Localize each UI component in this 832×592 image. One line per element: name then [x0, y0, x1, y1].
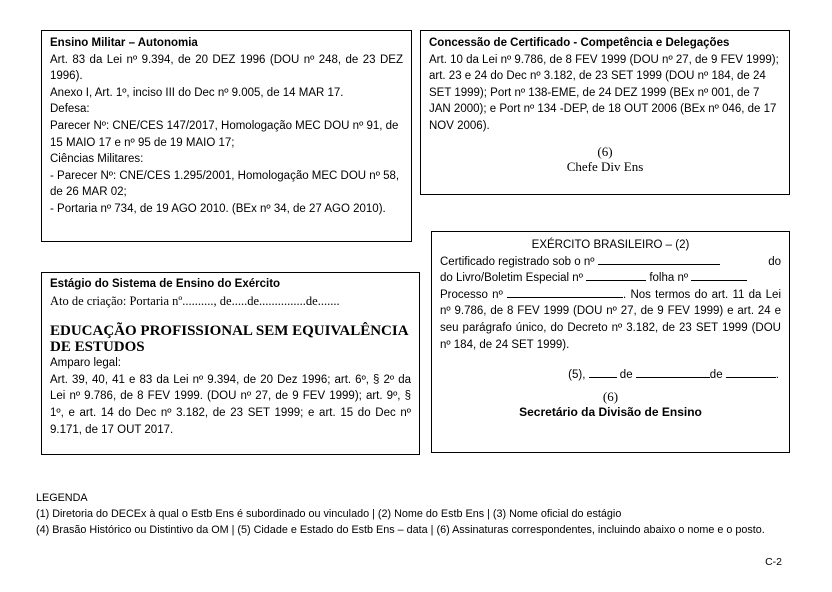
blank-month — [636, 367, 710, 378]
text-line: Art. 83 da Lei nº 9.394, de 20 DEZ 1996 (DOU nº 248, de 23 DEZ 1996). — [50, 53, 403, 83]
text-span: folha nº — [649, 272, 689, 285]
box-concessao-certificado — [420, 30, 790, 195]
legal-text: Art. 10 da Lei nº 9.786, de 8 FEV 1999 (DOU nº 27, de 9 FEV 1999); art. 23 e 24 do Dec nº 3.182, de 23 SET 1999 (DOU nº 184, de 24 SET 1999); Port nº 138-EME, de 24 DEZ 1999 (BEx nº 001, de 7 JAN 2000); e Port nº 134 -DEP, de 18 OUT 2006 (BEx nº 046, de 17 NOV 2006). — [429, 53, 779, 132]
blank-page-number — [691, 270, 747, 281]
blank-year — [726, 367, 776, 378]
text-span: . Nos termos do art. 11 da Lei nº 9.786, de 8 FEV 1999 (DOU nº 27, de 9 FEV 1999) e art. 24 e seu parágrafo único, do Decreto nº 3.182, de 23 SET 1999 (DOU nº 184, de 24 SET 1999). — [440, 288, 781, 351]
text-line: - Parecer Nº: CNE/CES 1.295/2001, Homologação MEC DOU nº 58, de 26 MAR 02; — [50, 169, 400, 199]
text-line: Defesa: — [50, 103, 90, 116]
blank-registration-number — [598, 254, 720, 265]
box-estagio — [41, 272, 420, 455]
text-line: - Portaria nº 734, de 19 AGO 2010. (BEx nº 34, de 27 AGO 2010). — [50, 202, 386, 215]
text-span: de — [619, 369, 633, 382]
box-title: Concessão de Certificado - Competência e Delegações — [429, 37, 730, 49]
blank-day — [589, 367, 617, 378]
text-span: Processo nº — [440, 288, 503, 301]
text-span: do Livro/Boletim Especial nº — [440, 272, 583, 285]
box-title: Estágio do Sistema de Ensino do Exército — [50, 278, 281, 290]
support-text: Art. 39, 40, 41 e 83 da Lei nº 9.394, de 20 Dez 1996; art. 6º, § 2º da Lei nº 9.786, de 8 FEV 1999. (DOU nº 27, de 9 FEV 1999); art. 9º, § 1º, e art. 14 do Dec nº 3.182, de 23 SET 1999; e art. 15 do Dec nº 9.171, de 17 OUT 2017. — [50, 373, 411, 436]
signature-marker: (6) — [597, 143, 613, 159]
signature-label: Chefe Div Ens — [566, 158, 644, 174]
signature-label: Secretário da Divisão de Ensino — [519, 404, 702, 419]
text-line: Anexo I, Art. 1º, inciso III do Dec nº 9.005, de 14 MAR 17. — [50, 86, 344, 99]
blank-process-number — [507, 287, 623, 298]
date-marker: (5), — [568, 369, 586, 382]
support-label: Amparo legal: — [50, 357, 121, 370]
text-line: Parecer Nº: CNE/CES 147/2017, Homologação MEC DOU nº 91, de 15 MAIO 17 e nº 95 de 19 MAIO 17; — [50, 119, 399, 149]
box-ensino-militar — [41, 30, 412, 242]
date-line: (5), de de . — [568, 369, 779, 382]
creation-act: Ato de criação: Portaria nº.........., de.....de...............de....... — [50, 293, 340, 308]
page-number: C-2 — [765, 556, 782, 568]
legend-title: LEGENDA — [36, 492, 88, 504]
blank-book-number — [586, 270, 646, 281]
box-title: EXÉRCITO BRASILEIRO – (2) — [531, 239, 690, 251]
box-registro-certificado — [431, 231, 790, 453]
heading: EDUCAÇÃO PROFISSIONAL SEM EQUIVALÊNCIA DE ESTUDOS — [50, 323, 408, 356]
legend-line: (4) Brasão Histórico ou Distintivo da OM | (5) Cidade e Estado do Estb Ens – data | (6) Assinaturas correspondentes, incluindo abaixo o nome e o posto. — [36, 524, 765, 536]
legend — [36, 490, 796, 538]
signature-marker: (6) — [602, 388, 619, 404]
text-line: Ciências Militares: — [50, 153, 144, 166]
text-span: Certificado registrado sob o nº — [440, 255, 595, 268]
legend-line: (1) Diretoria do DECEx à qual o Estb Ens é subordinado ou vinculado | (2) Nome do Estb Ens | (3) Nome oficial do estágio — [36, 508, 622, 520]
text-span: de — [709, 369, 723, 382]
box-title: Ensino Militar – Autonomia — [50, 37, 198, 49]
registration-text: Certificado registrado sob o nº do do Livro/Boletim Especial nº folha nº Processo nº . Nos termos do art. 11 da Lei nº 9.786, de 8 FEV 1999 (DOU nº 27, de 9 FEV 1999) e art. 24 e seu parágrafo único, do Decreto nº 3.182, de 23 SET 1999 (DOU nº 184, de 24 SET 1999). — [440, 255, 781, 351]
